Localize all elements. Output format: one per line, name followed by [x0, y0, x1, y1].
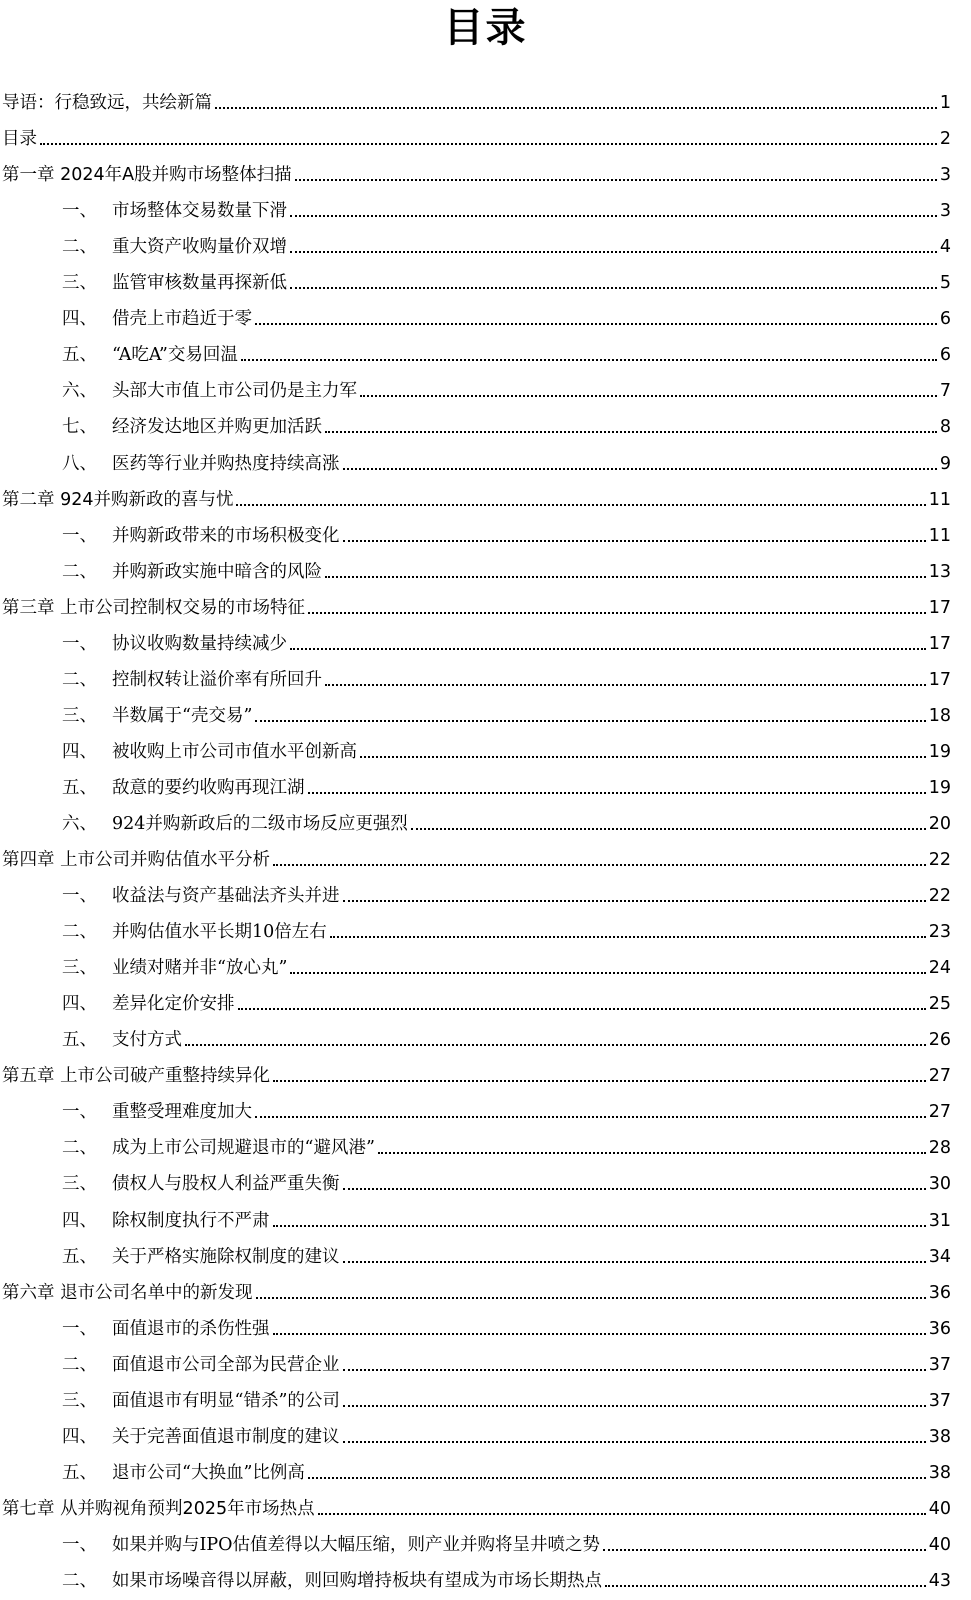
toc-entry-number: 三、 [62, 958, 97, 979]
toc-entry-title: 并购新政带来的市场积极变化 [112, 525, 340, 546]
toc-entry-title: 面值退市有明显“错杀”的公司 [112, 1390, 340, 1411]
toc-section-entry[interactable] [0, 1087, 971, 1123]
toc-page-number: 36 [928, 1282, 951, 1303]
toc-dot-leader [295, 178, 937, 181]
toc-dot-leader [343, 1187, 926, 1190]
toc-entry-title: 监管审核数量再探新低 [112, 273, 287, 294]
toc-entry-title: 第五章 上市公司破产重整持续异化 [2, 1066, 271, 1087]
toc-page-number: 36 [928, 1318, 951, 1339]
toc-page-number: 19 [928, 777, 951, 798]
toc-chapter-entry[interactable] [0, 1268, 971, 1304]
toc-section-entry[interactable] [0, 186, 971, 222]
toc-page-number: 26 [928, 1030, 951, 1051]
toc-page-number: 28 [928, 1138, 951, 1159]
toc-dot-leader [378, 1151, 926, 1154]
toc-entry-title: 差异化定价安排 [112, 994, 235, 1015]
toc-entry-number: 五、 [62, 1246, 97, 1267]
toc-entry-number: 五、 [62, 1462, 97, 1483]
toc-dot-leader [273, 1332, 926, 1335]
toc-section-entry[interactable] [0, 330, 971, 366]
toc-entry-title: 头部大市值上市公司仍是主力军 [112, 381, 357, 402]
toc-dot-leader [360, 394, 937, 397]
toc-page-number: 24 [928, 958, 951, 979]
toc-section-entry[interactable] [0, 258, 971, 294]
toc-dot-leader [343, 539, 926, 542]
toc-chapter-entry[interactable] [0, 150, 971, 186]
toc-entry-title: 控制权转让溢价率有所回升 [112, 669, 322, 690]
toc-dot-leader [605, 1584, 926, 1587]
toc-entry-title: 市场整体交易数量下滑 [112, 201, 287, 222]
toc-entry-number: 二、 [62, 669, 97, 690]
toc-dot-leader [273, 1224, 926, 1227]
toc-page-number: 13 [928, 561, 951, 582]
toc-entry-title: 借壳上市趋近于零 [112, 309, 252, 330]
toc-chapter-entry[interactable] [0, 583, 971, 619]
toc-dot-leader [343, 467, 937, 470]
toc-dot-leader [40, 142, 937, 145]
toc-page-number: 23 [928, 922, 951, 943]
toc-entry-number: 一、 [62, 1318, 97, 1339]
toc-entry-number: 二、 [62, 561, 97, 582]
toc-dot-leader [255, 719, 925, 722]
toc-section-entry[interactable] [0, 1304, 971, 1340]
toc-entry-title: 成为上市公司规避退市的“避风港” [112, 1138, 375, 1159]
toc-dot-leader [330, 935, 926, 938]
toc-dot-leader [343, 899, 926, 902]
toc-entry-title: 收益法与资产基础法齐头并进 [112, 886, 340, 907]
toc-chapter-entry[interactable] [0, 1051, 971, 1087]
toc-page-number: 37 [928, 1390, 951, 1411]
toc-entry-number: 六、 [62, 813, 97, 834]
toc-entry-title: 并购新政实施中暗含的风险 [112, 561, 322, 582]
toc-dot-leader [411, 827, 926, 830]
toc-entry-title: 第四章 上市公司并购估值水平分析 [2, 850, 271, 871]
toc-section-entry[interactable] [0, 799, 971, 835]
toc-entry-title: 重整受理难度加大 [112, 1102, 252, 1123]
toc-entry-number: 五、 [62, 345, 97, 366]
toc-dot-leader [236, 503, 925, 506]
toc-chapter-entry[interactable] [0, 78, 971, 114]
toc-entry-number: 三、 [62, 1174, 97, 1195]
toc-dot-leader [290, 286, 937, 289]
toc-entry-title: 第七章 从并购视角预判2025年市场热点 [2, 1498, 315, 1519]
toc-entry-title: 重大资产收购量价双增 [112, 237, 287, 258]
toc-page-number: 4 [939, 237, 951, 258]
toc-entry-title: 目录 [2, 129, 37, 150]
toc-dot-leader [308, 791, 926, 794]
toc-entry-title: 导语：行稳致远，共绘新篇 [2, 93, 212, 114]
toc-page-number: 1 [939, 93, 951, 114]
toc-dot-leader [290, 971, 925, 974]
toc-page-number: 17 [928, 633, 951, 654]
toc-page-number: 3 [939, 165, 951, 186]
toc-page-number: 43 [928, 1570, 951, 1591]
toc-dot-leader [360, 755, 926, 758]
toc-section-entry[interactable] [0, 1520, 971, 1556]
toc-entry-number: 二、 [62, 237, 97, 258]
toc-entry-title: 并购估值水平长期10倍左右 [112, 922, 327, 943]
toc-entry-title: 除权制度执行不严肃 [112, 1210, 270, 1231]
toc-page-number: 6 [939, 309, 951, 330]
toc-entry-title: 支付方式 [112, 1030, 182, 1051]
toc-dot-leader [273, 1079, 926, 1082]
toc-entry-title: 第二章 924并购新政的喜与忧 [2, 489, 234, 510]
toc-dot-leader [308, 611, 926, 614]
toc-page-number: 30 [928, 1174, 951, 1195]
toc-entry-number: 二、 [62, 1570, 97, 1591]
toc-dot-leader [290, 647, 926, 650]
toc-dot-leader [273, 863, 926, 866]
toc-section-entry[interactable] [0, 222, 971, 258]
toc-chapter-entry[interactable] [0, 475, 971, 511]
toc-entry-number: 一、 [62, 201, 97, 222]
toc-page-number: 38 [928, 1462, 951, 1483]
toc-page-number: 31 [928, 1210, 951, 1231]
toc-dot-leader [325, 430, 937, 433]
toc-page-number: 5 [939, 273, 951, 294]
toc-dot-leader [343, 1404, 926, 1407]
toc-entry-title: 面值退市公司全部为民营企业 [112, 1354, 340, 1375]
toc-dot-leader [241, 358, 937, 361]
toc-page-number: 27 [928, 1102, 951, 1123]
toc-entry-number: 三、 [62, 705, 97, 726]
toc-section-entry[interactable] [0, 1412, 971, 1448]
toc-page-number: 17 [928, 669, 951, 690]
toc-page-number: 34 [928, 1246, 951, 1267]
toc-dot-leader [290, 214, 937, 217]
toc-chapter-entry[interactable] [0, 114, 971, 150]
toc-page-number: 3 [939, 201, 951, 222]
toc-page-number: 11 [928, 489, 951, 510]
toc-dot-leader [255, 322, 937, 325]
toc-section-entry[interactable] [0, 1232, 971, 1268]
page-title: 目录 [443, 5, 528, 51]
toc-entry-title: 关于严格实施除权制度的建议 [112, 1246, 340, 1267]
toc-dot-leader [238, 1007, 926, 1010]
toc-dot-leader [185, 1043, 926, 1046]
toc-section-entry[interactable] [0, 763, 971, 799]
toc-entry-number: 四、 [62, 994, 97, 1015]
toc-page-number: 19 [928, 741, 951, 762]
toc-section-entry[interactable] [0, 655, 971, 691]
toc-page-number: 40 [928, 1534, 951, 1555]
toc-section-entry[interactable] [0, 979, 971, 1015]
toc-dot-leader [325, 683, 926, 686]
toc-section-entry[interactable] [0, 1159, 971, 1195]
toc-dot-leader [325, 575, 926, 578]
toc-section-entry[interactable] [0, 943, 971, 979]
toc-entry-title: 业绩对赌并非“放心丸” [112, 958, 288, 979]
toc-section-entry[interactable] [0, 1340, 971, 1376]
toc-entry-title: 债权人与股权人利益严重失衡 [112, 1174, 340, 1195]
toc-section-entry[interactable] [0, 871, 971, 907]
toc-entry-title: 协议收购数量持续减少 [112, 633, 287, 654]
toc-page-number: 25 [928, 994, 951, 1015]
toc-entry-title: 医药等行业并购热度持续高涨 [112, 453, 340, 474]
toc-section-entry[interactable] [0, 1015, 971, 1051]
toc-entry-number: 三、 [62, 1390, 97, 1411]
toc-entry-number: 七、 [62, 417, 97, 438]
toc-entry-title: 被收购上市公司市值水平创新高 [112, 741, 357, 762]
toc-page-number: 7 [939, 381, 951, 402]
toc-section-entry[interactable] [0, 294, 971, 330]
toc-section-entry[interactable] [0, 1556, 971, 1592]
toc-dot-leader [603, 1548, 926, 1551]
toc-entry-title: 如果并购与IPO估值差得以大幅压缩，则产业并购将呈井喷之势 [112, 1534, 601, 1555]
toc-entry-title: 关于完善面值退市制度的建议 [112, 1426, 340, 1447]
toc-entry-number: 八、 [62, 453, 97, 474]
toc-page-number: 22 [928, 886, 951, 907]
toc-entry-title: 敌意的要约收购再现江湖 [112, 777, 305, 798]
toc-chapter-entry[interactable] [0, 835, 971, 871]
toc-dot-leader [308, 1476, 926, 1479]
toc-entry-number: 四、 [62, 741, 97, 762]
toc-entry-title: 第一章 2024年A股并购市场整体扫描 [2, 165, 292, 186]
toc-page-number: 20 [928, 813, 951, 834]
toc-page-number: 17 [928, 597, 951, 618]
toc-page-number: 27 [928, 1066, 951, 1087]
toc-dot-leader [343, 1260, 926, 1263]
toc-entry-title: 退市公司“大换血”比例高 [112, 1462, 305, 1483]
toc-section-entry[interactable] [0, 438, 971, 474]
toc-page-number: 8 [939, 417, 951, 438]
toc-section-entry[interactable] [0, 1376, 971, 1412]
toc-page-number: 2 [939, 129, 951, 150]
toc-entry-title: 面值退市的杀伤性强 [112, 1318, 270, 1339]
toc-entry-title: 第六章 退市公司名单中的新发现 [2, 1282, 253, 1303]
toc-entry-number: 五、 [62, 1030, 97, 1051]
toc-page-number: 6 [939, 345, 951, 366]
toc-section-entry[interactable] [0, 511, 971, 547]
toc-entry-title: 924并购新政后的二级市场反应更强烈 [112, 813, 408, 834]
toc-dot-leader [343, 1368, 926, 1371]
toc-entry-number: 二、 [62, 1138, 97, 1159]
toc-page-number: 9 [939, 453, 951, 474]
toc-entry-number: 五、 [62, 777, 97, 798]
toc-entry-number: 二、 [62, 922, 97, 943]
toc-page-number: 11 [928, 525, 951, 546]
toc-entry-number: 四、 [62, 309, 97, 330]
toc-page-number: 37 [928, 1354, 951, 1375]
toc-dot-leader [256, 1296, 926, 1299]
toc-entry-number: 三、 [62, 273, 97, 294]
toc-section-entry[interactable] [0, 1123, 971, 1159]
toc-section-entry[interactable] [0, 366, 971, 402]
toc-dot-leader [290, 250, 937, 253]
toc-entry-number: 六、 [62, 381, 97, 402]
toc-entry-number: 二、 [62, 1354, 97, 1375]
toc-entry-number: 一、 [62, 1102, 97, 1123]
toc-page-number: 18 [928, 705, 951, 726]
toc-entry-number: 一、 [62, 1534, 97, 1555]
toc-entry-title: 经济发达地区并购更加活跃 [112, 417, 322, 438]
toc-page-number: 22 [928, 850, 951, 871]
toc-section-entry[interactable] [0, 907, 971, 943]
toc-entry-number: 四、 [62, 1426, 97, 1447]
toc-section-entry[interactable] [0, 1195, 971, 1231]
toc-dot-leader [343, 1440, 926, 1443]
toc-entry-number: 一、 [62, 886, 97, 907]
toc-entry-title: 半数属于“壳交易” [112, 705, 253, 726]
toc-entry-number: 四、 [62, 1210, 97, 1231]
toc-dot-leader [318, 1512, 926, 1515]
toc-entry-number: 一、 [62, 525, 97, 546]
toc-entry-number: 一、 [62, 633, 97, 654]
toc-entry-title: 如果市场噪音得以屏蔽，则回购增持板块有望成为市场长期热点 [112, 1570, 602, 1591]
toc-entry-title: 第三章 上市公司控制权交易的市场特征 [2, 597, 306, 618]
toc-dot-leader [215, 106, 937, 109]
toc-section-entry[interactable] [0, 691, 971, 727]
toc-section-entry[interactable] [0, 1448, 971, 1484]
toc-section-entry[interactable] [0, 619, 971, 655]
table-of-contents [0, 78, 971, 1592]
toc-page-number: 38 [928, 1426, 951, 1447]
toc-section-entry[interactable] [0, 727, 971, 763]
toc-page-number: 40 [928, 1498, 951, 1519]
toc-section-entry[interactable] [0, 547, 971, 583]
toc-dot-leader [255, 1115, 926, 1118]
toc-section-entry[interactable] [0, 402, 971, 438]
toc-chapter-entry[interactable] [0, 1484, 971, 1520]
toc-entry-title: “A吃A”交易回温 [112, 345, 238, 366]
